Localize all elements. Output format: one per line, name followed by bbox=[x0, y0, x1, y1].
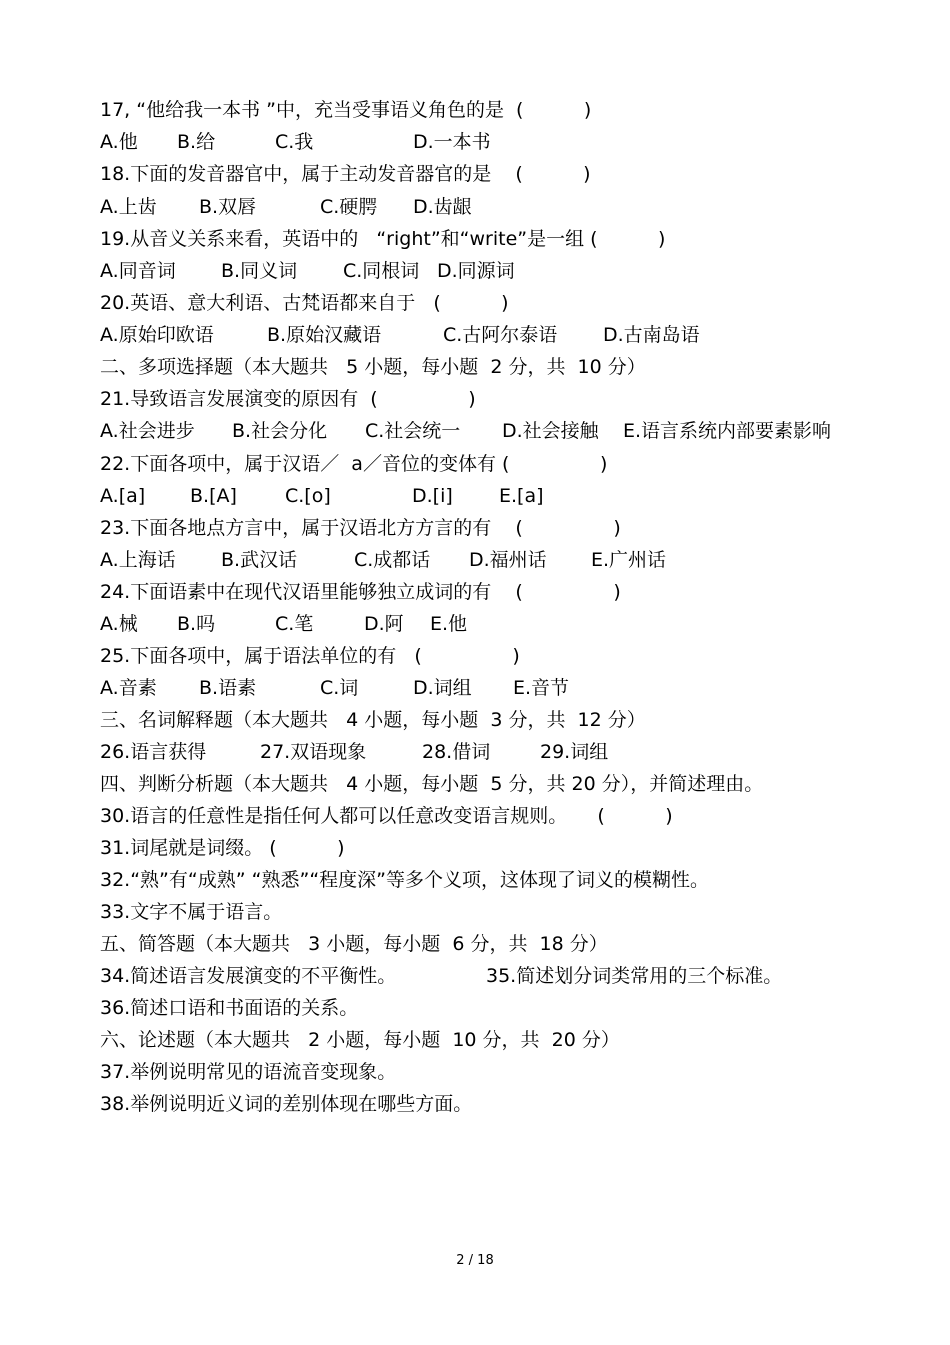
option: A.同音词 bbox=[100, 260, 176, 282]
option: C.笔 bbox=[275, 613, 314, 635]
option: D.[i] bbox=[412, 485, 453, 507]
option: A.音素 bbox=[100, 677, 157, 699]
question-25: 25.下面各项中，属于语法单位的有 ( ) bbox=[100, 645, 520, 667]
term: 26.语言获得 bbox=[100, 741, 207, 763]
question-35: 35.简述划分词类常用的三个标准。 bbox=[486, 965, 783, 987]
option: A.[a] bbox=[100, 485, 146, 507]
option: C.词 bbox=[320, 677, 359, 699]
option: C.我 bbox=[275, 131, 314, 153]
question-18: 18.下面的发音器官中，属于主动发音器官的是 ( ) bbox=[100, 163, 591, 185]
option: A.社会进步 bbox=[100, 420, 195, 442]
option: A.上齿 bbox=[100, 196, 157, 218]
question-22: 22.下面各项中，属于汉语／ a／音位的变体有 ( ) bbox=[100, 453, 608, 475]
question-34: 34.简述语言发展演变的不平衡性。 bbox=[100, 965, 397, 987]
option: B.吗 bbox=[177, 613, 216, 635]
question-37: 37.举例说明常见的语流音变现象。 bbox=[100, 1061, 397, 1083]
question-20: 20.英语、意大利语、古梵语都来自于 ( ) bbox=[100, 292, 509, 314]
term: 29.词组 bbox=[540, 741, 609, 763]
question-36: 36.简述口语和书面语的关系。 bbox=[100, 997, 359, 1019]
option: D.阿 bbox=[364, 613, 404, 635]
option: D.同源词 bbox=[437, 260, 515, 282]
option: E.语言系统内部要素影响 bbox=[623, 420, 832, 442]
option: A.原始印欧语 bbox=[100, 324, 214, 346]
option: E.他 bbox=[430, 613, 468, 635]
question-31: 31.词尾就是词缀。 ( ) bbox=[100, 837, 345, 859]
question-33: 33.文字不属于语言。 bbox=[100, 901, 283, 923]
option: C.同根词 bbox=[343, 260, 420, 282]
option: C.硬腭 bbox=[320, 196, 378, 218]
page-number: 2 / 18 bbox=[456, 1253, 494, 1268]
question-17: 17, “他给我一本书 ”中，充当受事语义角色的是 ( ) bbox=[100, 99, 592, 121]
question-19: 19.从音义关系来看，英语中的 “right”和“write”是一组 ( ) bbox=[100, 228, 666, 250]
option: C.[o] bbox=[285, 485, 331, 507]
question-30: 30.语言的任意性是指任何人都可以任意改变语言规则。 ( ) bbox=[100, 805, 673, 827]
option: B.武汉话 bbox=[221, 549, 298, 571]
option: D.词组 bbox=[413, 677, 472, 699]
section-heading-4: 四、判断分析题（本大题共 4 小题，每小题 5 分，共 20 分），并简述理由。 bbox=[100, 773, 764, 795]
question-24: 24.下面语素中在现代汉语里能够独立成词的有 ( ) bbox=[100, 581, 621, 603]
option: E.[a] bbox=[499, 485, 544, 507]
option: B.原始汉藏语 bbox=[267, 324, 382, 346]
section-heading-5: 五、简答题（本大题共 3 小题，每小题 6 分，共 18 分） bbox=[100, 933, 608, 955]
section-heading-2: 二、多项选择题（本大题共 5 小题，每小题 2 分，共 10 分） bbox=[100, 356, 646, 378]
option: B.语素 bbox=[199, 677, 257, 699]
term: 28.借词 bbox=[422, 741, 491, 763]
option: C.成都话 bbox=[354, 549, 431, 571]
section-heading-3: 三、名词解释题（本大题共 4 小题，每小题 3 分，共 12 分） bbox=[100, 709, 646, 731]
option: A.上海话 bbox=[100, 549, 176, 571]
question-23: 23.下面各地点方言中，属于汉语北方方言的有 ( ) bbox=[100, 517, 621, 539]
option: D.福州话 bbox=[469, 549, 547, 571]
option: D.古南岛语 bbox=[603, 324, 700, 346]
option: D.社会接触 bbox=[502, 420, 599, 442]
option: E.音节 bbox=[513, 677, 570, 699]
option: D.齿龈 bbox=[413, 196, 472, 218]
term: 27.双语现象 bbox=[260, 741, 367, 763]
question-38: 38.举例说明近义词的差别体现在哪些方面。 bbox=[100, 1093, 473, 1115]
option: B.双唇 bbox=[199, 196, 257, 218]
option: C.社会统一 bbox=[365, 420, 461, 442]
option: B.给 bbox=[177, 131, 216, 153]
section-heading-6: 六、论述题（本大题共 2 小题，每小题 10 分，共 20 分） bbox=[100, 1029, 620, 1051]
question-32: 32.“熟”有“成熟” “熟悉”“程度深”等多个义项，这体现了词义的模糊性。 bbox=[100, 869, 710, 891]
question-21: 21.导致语言发展演变的原因有 ( ) bbox=[100, 388, 476, 410]
option: D.一本书 bbox=[413, 131, 491, 153]
option: E.广州话 bbox=[591, 549, 667, 571]
option: C.古阿尔泰语 bbox=[443, 324, 558, 346]
option: B.[A] bbox=[190, 485, 237, 507]
option: B.社会分化 bbox=[232, 420, 328, 442]
option: B.同义词 bbox=[221, 260, 298, 282]
option: A.械 bbox=[100, 613, 138, 635]
option: A.他 bbox=[100, 131, 138, 153]
